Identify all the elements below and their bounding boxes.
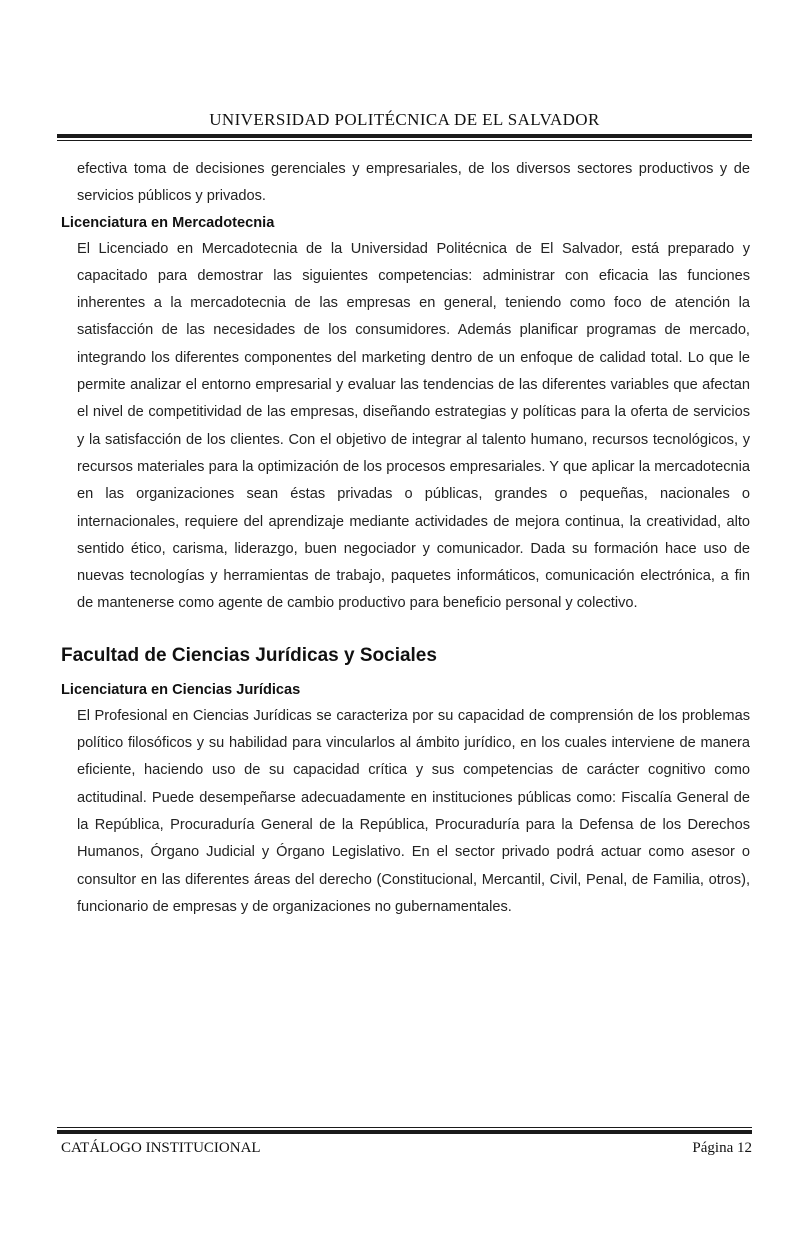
footer-rule-thick (57, 1130, 752, 1134)
intro-paragraph: efectiva toma de decisiones gerenciales y empresariales, de los diversos sectores productivos y de servicios públicos y privados. (77, 161, 750, 205)
page-footer (57, 1127, 752, 1159)
university-title: UNIVERSIDAD POLITÉCNICA DE EL SALVADOR (209, 110, 600, 129)
mercadotecnia-heading: Licenciatura en Mercadotecnia (61, 214, 275, 231)
footer-row (57, 1137, 752, 1159)
juridicas-paragraph: El Profesional en Ciencias Jurídicas se caracteriza por su capacidad de comprensión de los problemas político filosóficos y su habilidad para vincularlos al ámbito jurídico, en los cuales interviene de manera eficiente, haciendo uso de su capacidad crítica y sus competencias de carácter cognitivo como actitudinal. Puede desempeñarse adecuadamente en instituciones públicas como: Fiscalía General de la República, Procuraduría General de la República, Procuraduría para la Defensa de los Derechos Humanos, Órgano Judicial y Órgano Legislativo. En el sector privado podrá actuar como asesor o consultor en las diferentes áreas del derecho (Constitucional, Mercantil, Civil, Penal, de Familia, otros), funcionario de empresas y de organizaciones no gubernamentales. (77, 707, 750, 915)
juridicas-heading: Licenciatura en Ciencias Jurídicas (61, 681, 301, 698)
page-number: Página 12 (692, 1140, 752, 1156)
header-rule-thin (57, 140, 752, 141)
mercadotecnia-paragraph: El Licenciado en Mercadotecnia de la Universidad Politécnica de El Salvador, está preparado y capacitado para demostrar las siguientes competencias: administrar con eficacia las funciones inherentes a la mercadotecnia de las empresas en general, teniendo como foco de atención la satisfacción de las necesidades de los consumidores. Además planificar programas de mercado, integrando los diferentes componentes del marketing dentro de un enfoque de calidad total. Lo que le permite analizar el entorno empresarial y evaluar las tendencias de las diferentes variables que afectan el nivel de competitividad de las empresas, diseñando estrategias y políticas para la oferta de servicios y la satisfacción de los clientes. Con el objetivo de integrar al talento humano, recursos tecnológicos, y recursos materiales para la optimización de los procesos empresariales. Y que aplicar la mercadotecnia en las organizaciones sean éstas privadas o públicas, grandes o pequeñas, nacionales o internacionales, requiere del aprendizaje mediante actividades de mejora continua, la creatividad, alto sentido ético, carisma, liderazgo, buen negociador y comunicador. Dada su formación hace uso de nuevas tecnologías y herramientas de trabajo, paquetes informáticos, comunicación electrónica, a fin de mantenerse como agente de cambio productivo para beneficio personal y colectivo. (77, 240, 750, 612)
page-header (57, 108, 752, 141)
header-rule-thick (57, 134, 752, 138)
footer-rule-thin (57, 1127, 752, 1128)
facultad-heading: Facultad de Ciencias Jurídicas y Sociales (61, 644, 437, 666)
page-content (61, 156, 751, 921)
catalog-label: CATÁLOGO INSTITUCIONAL (61, 1140, 261, 1156)
